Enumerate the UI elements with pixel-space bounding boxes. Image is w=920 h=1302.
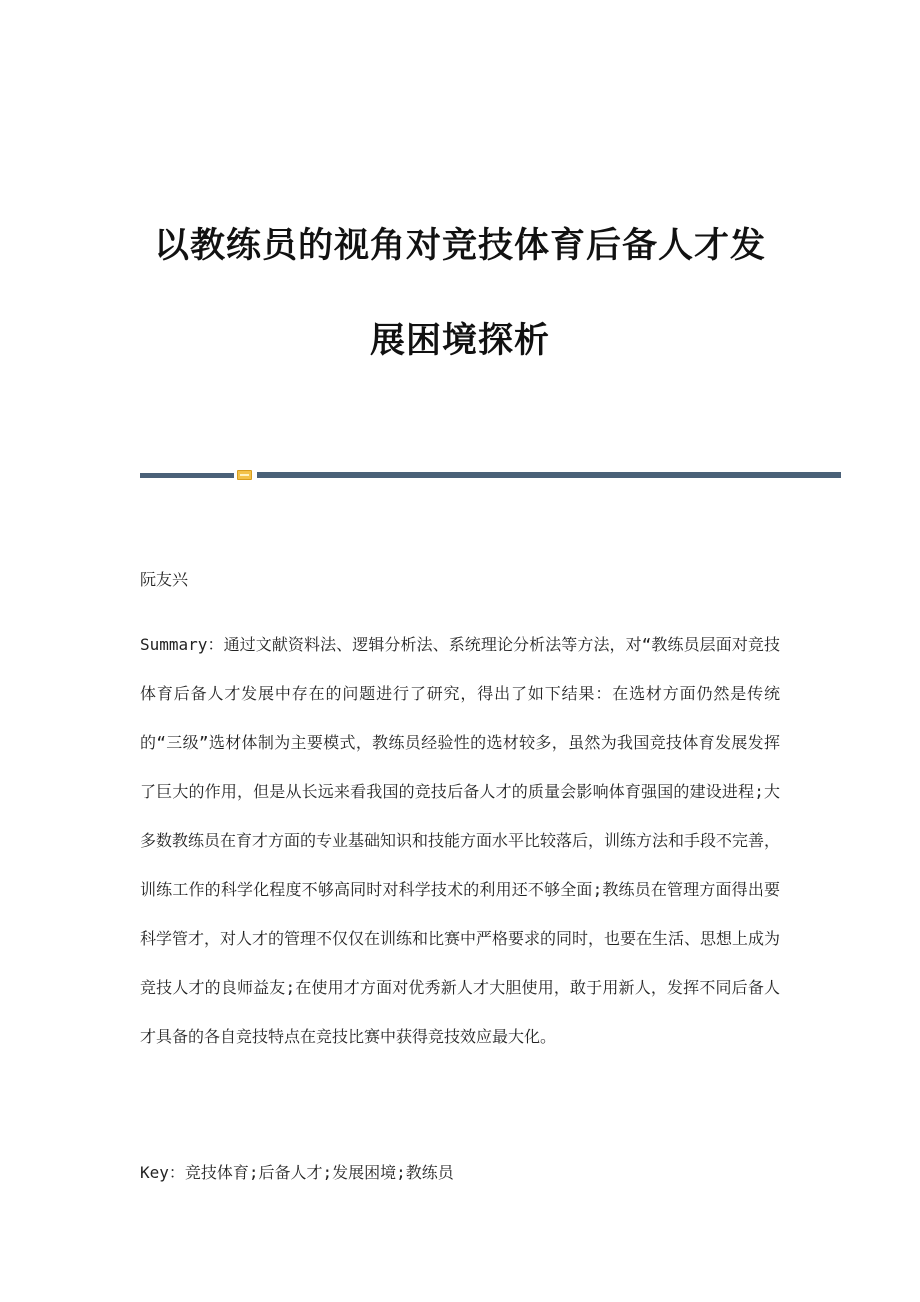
summary-paragraph: Summary：通过文献资料法、逻辑分析法、系统理论分析法等方法，对“教练员层面对竞技体育后备人才发展中存在的问题进行了研究，得出了如下结果：在选材方面仍然是传统的“三级”选材体制为主要模式，教练员经验性的选材较多，虽然为我国竞技体育发展发挥了巨大的作用，但是从长远来看我国的竞技后备人才的质量会影响体育强国的建设进程;大多数教练员在育才方面的专业基础知识和技能方面水平比较落后，训练方法和手段不完善，训练工作的科学化程度不够高同时对科学技术的利用还不够全面;教练员在管理方面得出要科学管才，对人才的管理不仅仅在训练和比赛中严格要求的同时，也要在生活、思想上成为竞技人才的良师益友;在使用才方面对优秀新人才大胆使用，敢于用新人，发挥不同后备人才具备的各自竞技特点在竞技比赛中获得竞技效应最大化。 — [140, 635, 781, 1046]
divider-bar-left — [140, 473, 234, 478]
document-title-line-1: 以教练员的视角对竞技体育后备人才发 — [153, 226, 766, 266]
keywords-line: Key：竞技体育;后备人才;发展困境;教练员 — [140, 1163, 454, 1182]
divider-bar-right — [257, 472, 841, 478]
author-name: 阮友兴 — [140, 570, 189, 589]
divider-emblem-icon — [237, 470, 252, 480]
title-divider — [140, 470, 841, 480]
document-title-line-2: 展困境探析 — [369, 321, 550, 361]
